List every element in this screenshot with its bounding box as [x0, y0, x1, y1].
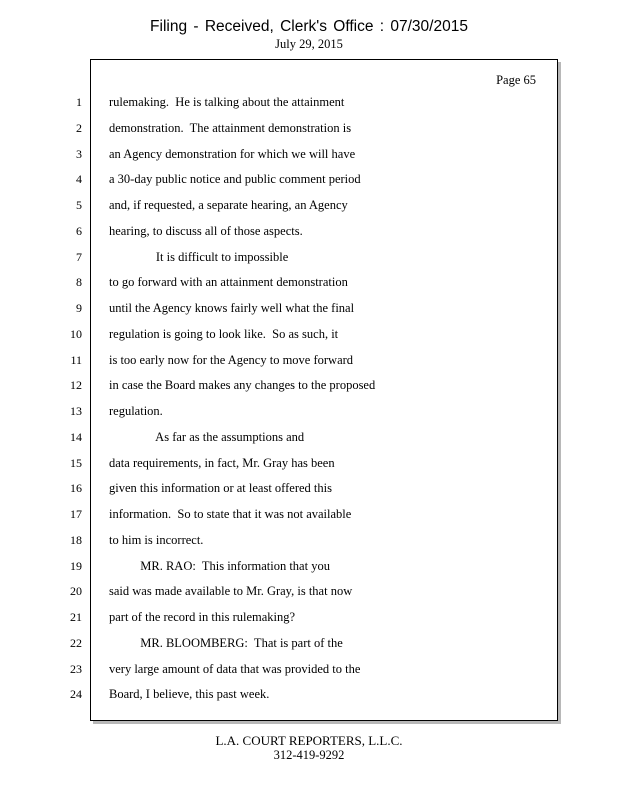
- line-number: 21: [70, 610, 82, 624]
- transcript-line: to go forward with an attainment demonstration: [109, 275, 348, 290]
- footer-phone: 312-419-9292: [273, 748, 345, 762]
- transcript-line: and, if requested, a separate hearing, an Agency: [109, 198, 348, 212]
- line-number: 9: [76, 301, 82, 315]
- transcript-line: a 30-day public notice and public comment period: [109, 172, 361, 187]
- line-number: 3: [76, 146, 82, 161]
- transcript-line: an Agency demonstration for which we will have: [109, 146, 356, 161]
- transcript-line: said was made available to Mr. Gray, is that now: [109, 584, 353, 599]
- line-number: 10: [70, 326, 82, 341]
- line-number: 14: [70, 429, 82, 444]
- line-number: 6: [76, 223, 82, 238]
- line-number: 11: [70, 352, 82, 367]
- transcript-line: Board, I believe, this past week.: [109, 687, 270, 702]
- line-number: 13: [70, 404, 82, 418]
- transcript-line: MR. RAO: This information that you: [109, 558, 330, 573]
- transcript-line: MR. BLOOMBERG: That is part of the: [109, 635, 343, 650]
- line-number: 15: [70, 455, 82, 470]
- transcript-line: given this information or at least offered this: [109, 481, 332, 496]
- filing-stamp: Filing - Received, Clerk's Office : 07/30/2015: [150, 18, 468, 35]
- line-number: 16: [70, 481, 82, 496]
- transcript-line: very large amount of data that was provided to the: [109, 661, 361, 676]
- line-number: 8: [76, 275, 82, 290]
- transcript-line: data requirements, in fact, Mr. Gray has been: [109, 455, 335, 470]
- transcript-line: to him is incorrect.: [109, 532, 204, 547]
- page-number: Page 65: [496, 73, 536, 87]
- transcript-line: demonstration. The attainment demonstration is: [109, 120, 352, 135]
- transcript-line: rulemaking. He is talking about the attainment: [109, 95, 345, 109]
- line-number: 18: [70, 532, 82, 547]
- line-number: 4: [76, 172, 82, 187]
- transcript-line: regulation is going to look like. So as such, it: [109, 326, 339, 341]
- line-number: 5: [76, 198, 82, 212]
- footer-company: L.A. COURT REPORTERS, L.L.C.: [215, 733, 403, 748]
- transcript-line: regulation.: [109, 404, 163, 418]
- transcript-line: As far as the assumptions and: [109, 429, 305, 444]
- line-number: 2: [76, 120, 82, 135]
- transcript-line: in case the Board makes any changes to the proposed: [109, 378, 376, 393]
- line-number: 19: [70, 558, 82, 573]
- line-number: 1: [76, 95, 82, 109]
- transcript-line: until the Agency knows fairly well what the final: [109, 301, 355, 315]
- transcript-line: It is difficult to impossible: [109, 249, 289, 264]
- transcript-line: information. So to state that it was not available: [109, 507, 352, 521]
- line-number: 17: [70, 507, 82, 521]
- line-number: 12: [70, 378, 82, 393]
- transcript-line: hearing, to discuss all of those aspects.: [109, 223, 303, 238]
- line-number: 7: [76, 249, 82, 264]
- header-date: July 29, 2015: [275, 37, 343, 51]
- transcript-line: part of the record in this rulemaking?: [109, 610, 296, 624]
- line-number: 23: [70, 661, 82, 676]
- line-number: 24: [70, 687, 82, 702]
- transcript-line: is too early now for the Agency to move forward: [109, 352, 354, 367]
- line-number: 20: [70, 584, 82, 599]
- line-number: 22: [70, 635, 82, 650]
